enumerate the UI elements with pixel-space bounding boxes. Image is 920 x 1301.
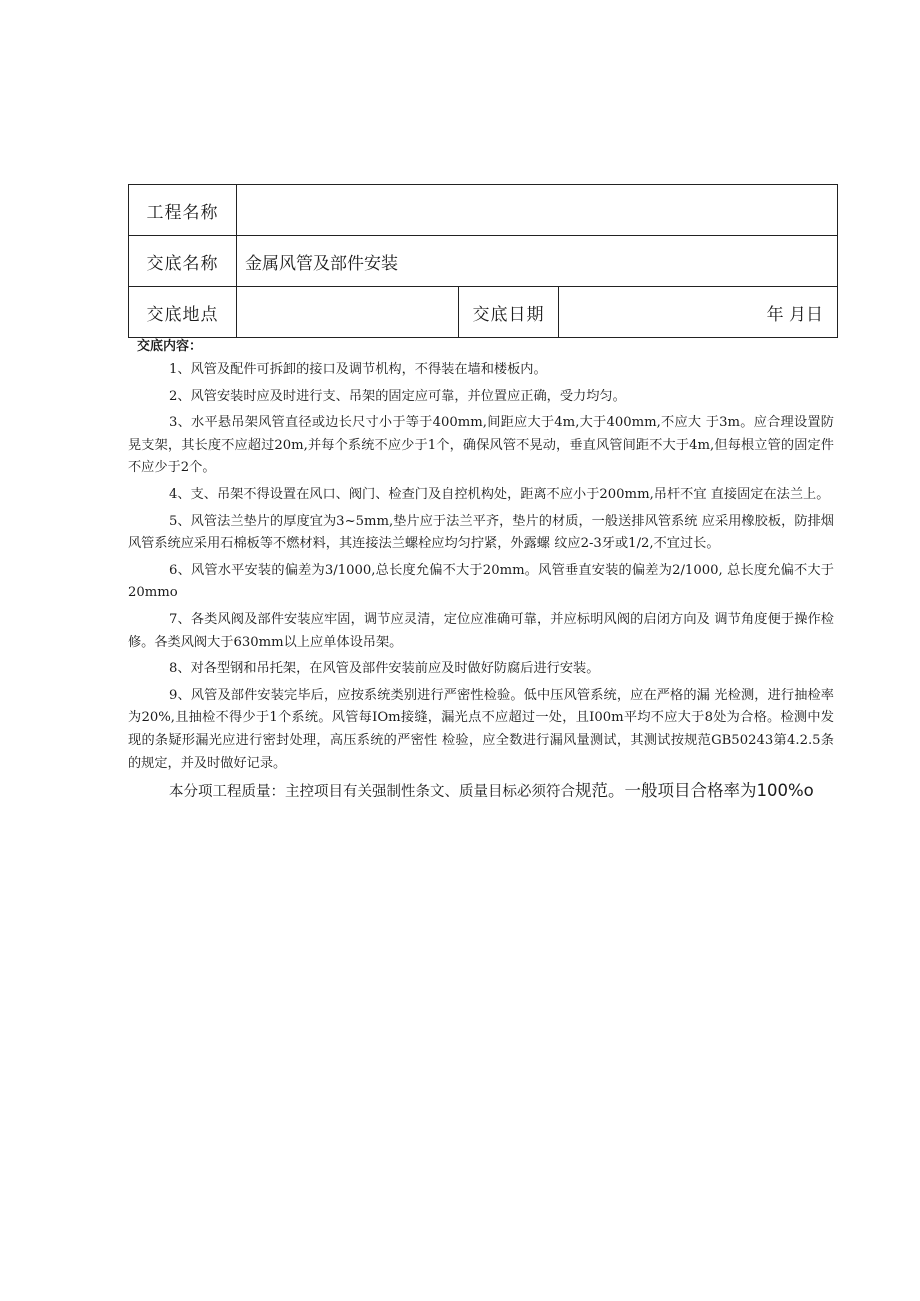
content-item-9: 9、风管及部件安装完毕后，应按系统类别进行严密性检验。低中压风管系统，应在严格的漏 光检测，进行抽检率为20%,且抽检不得少于1个系统。风管每IOm接缝，漏光点不应超过一处，且I00m平均不应大于8处为合格。检测中发现的条疑形漏光应进行密封处理，高压系统的严密性 检验，应全数进行漏风量测试，其测试按规范GB50243第4.2.5条的规定，并及时做好记录。 bbox=[128, 687, 834, 771]
content-item-5: 5、风管法兰垫片的厚度宜为3~5mm,垫片应于法兰平齐，垫片的材质，一般送排风管系统 应采用橡胶板，防排烟风管系统应采用石棉板等不燃材料，其连接法兰螺栓应均匀拧紧，外露螺 纹应2-3牙或1/2,不宜过长。 bbox=[128, 513, 834, 552]
content-item-3: 3、水平悬吊架风管直径或边长尺寸小于等于400mm,间距应大于4m,大于400mm,不应大 于3m。应合理设置防晃支架，其长度不应超过20m,并每个系统不应少于1个，确保风管不晃动，垂直风管间距不大于4m,但每根立管的固定件不应少于2个。 bbox=[128, 415, 834, 476]
disclosure-name-value: 金属风管及部件安装 bbox=[237, 236, 838, 287]
content-item-1: 1、风管及配件可拆卸的接口及调节机构，不得装在墙和楼板内。 bbox=[169, 362, 547, 377]
row-disclosure-name bbox=[129, 236, 838, 287]
project-name-label: 工程名称 bbox=[129, 185, 237, 236]
date-label: 交底日期 bbox=[459, 287, 559, 338]
date-value: 年 月日 bbox=[559, 287, 838, 338]
content-item-4: 4、支、吊架不得设置在风口、阀门、检查门及自控机构处，距离不应小于200mm,吊杆不宜 直接固定在法兰上。 bbox=[169, 486, 830, 502]
disclosure-name-label: 交底名称 bbox=[129, 236, 237, 287]
project-name-value bbox=[237, 185, 838, 236]
quality-statement-head: 本分项工程质量：主控项目有关强制性条文、质量目标必须符合 bbox=[169, 784, 575, 801]
content-title: 交底内容： bbox=[137, 339, 203, 354]
header-table-wrapper bbox=[128, 184, 837, 338]
location-value bbox=[237, 287, 459, 338]
row-location-date bbox=[129, 287, 838, 338]
content-item-7: 7、各类风阀及部件安装应牢固，调节应灵清，定位应准确可靠，并应标明风阀的启闭方向及 调节角度便于操作检修。各类风阀大于630mm以上应单体设吊架。 bbox=[128, 611, 834, 650]
content-item-6: 6、风管水平安装的偏差为3/1000,总长度允偏不大于20mm。风管垂直安装的偏差为2/1000, 总长度允偏不大于20mmo bbox=[128, 562, 834, 601]
content-item-8: 8、对各型钢和吊托架，在风管及部件安装前应及时做好防腐后进行安装。 bbox=[169, 661, 600, 677]
quality-statement-tail: 规范。一般项目合格率为100%o bbox=[575, 781, 814, 801]
row-project-name bbox=[129, 185, 838, 236]
disclosure-content bbox=[128, 337, 834, 804]
header-table bbox=[128, 184, 838, 338]
quality-statement bbox=[128, 779, 834, 804]
location-label: 交底地点 bbox=[129, 287, 237, 338]
content-item-2: 2、风管安装时应及时进行支、吊架的固定应可靠，并位置应正确，受力均匀。 bbox=[169, 388, 626, 404]
